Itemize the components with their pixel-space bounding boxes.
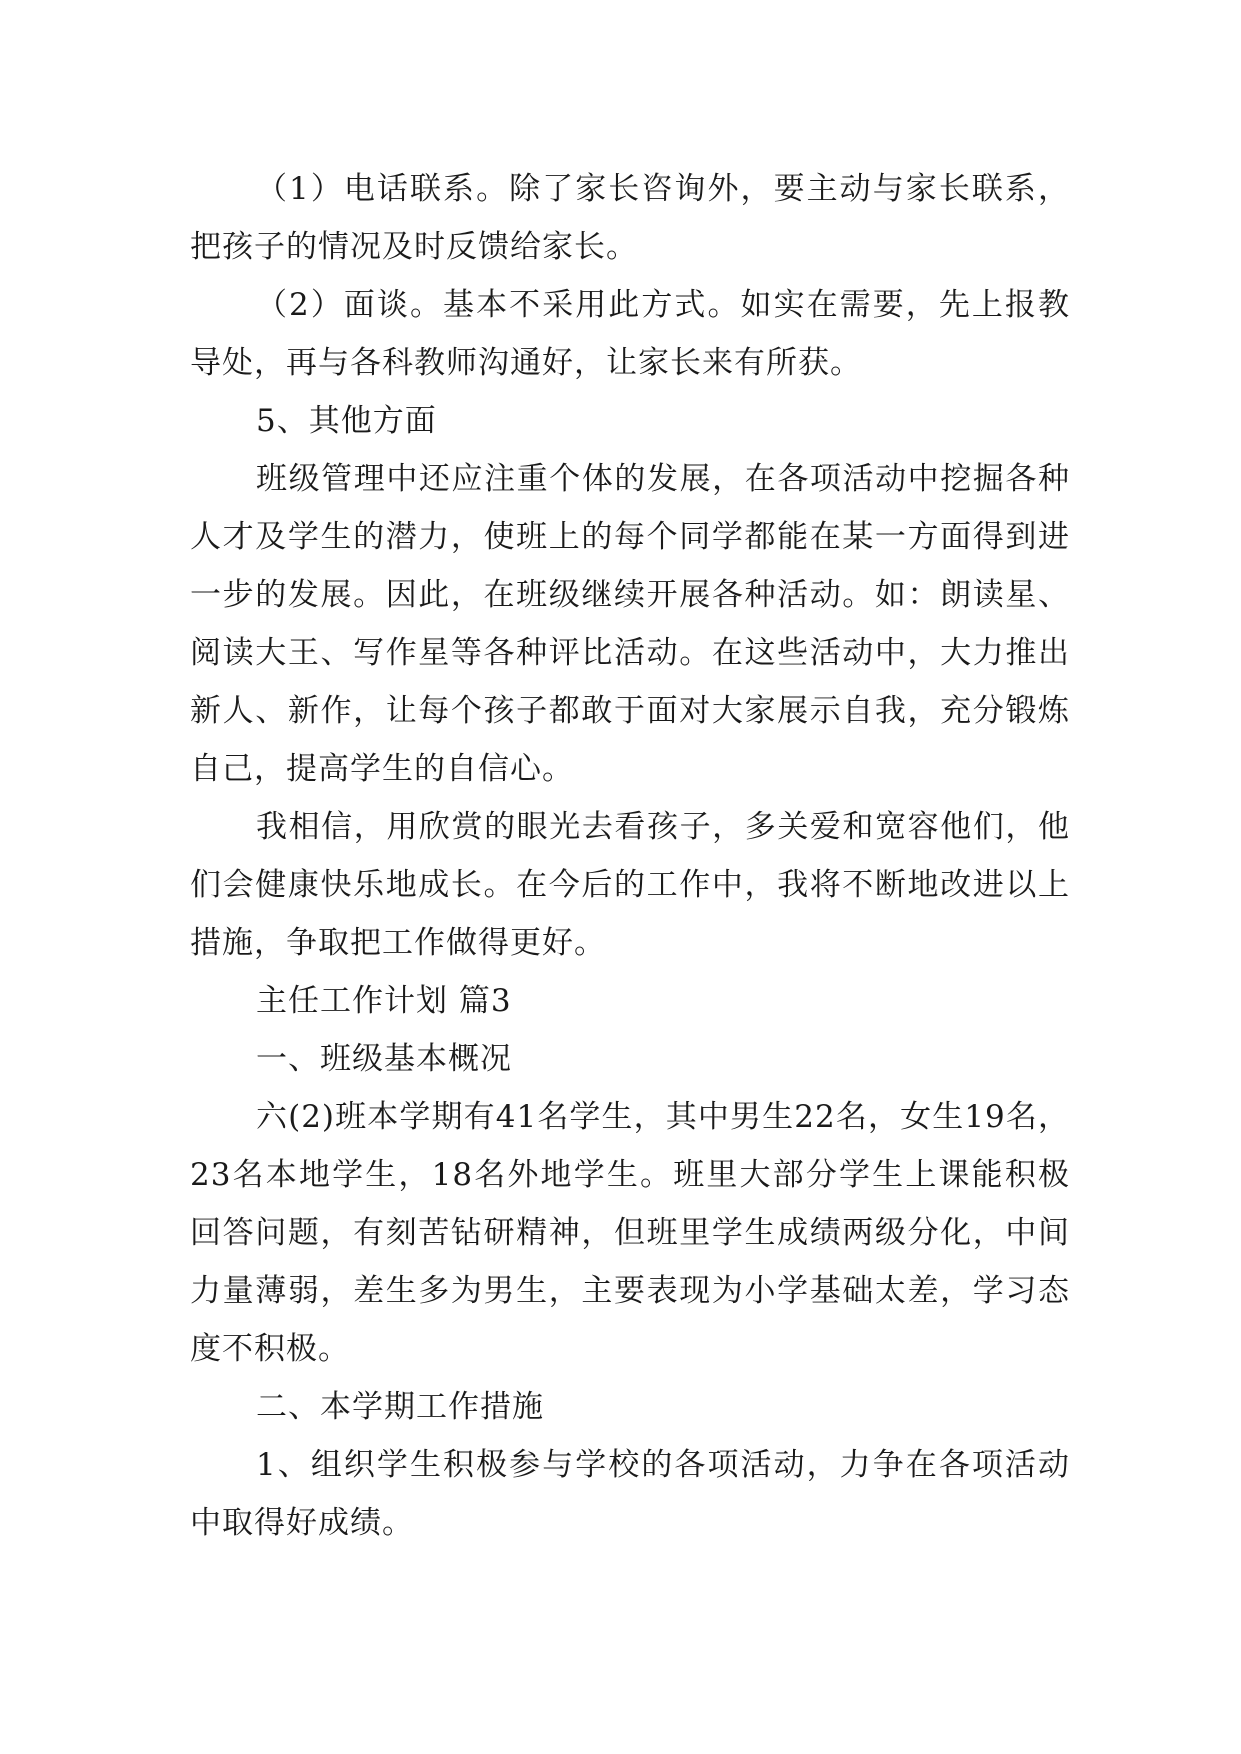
paragraph-measure-1: 1、组织学生积极参与学校的各项活动，力争在各项活动中取得好成绩。 xyxy=(190,1447,1070,1541)
paragraph-interview: （2）面谈。基本不采用此方式。如实在需要，先上报教导处，再与各科教师沟通好，让家长来有所获。 xyxy=(190,287,1070,381)
paragraph-phone-contact: （1）电话联系。除了家长咨询外，要主动与家长联系，把孩子的情况及时反馈给家长。 xyxy=(190,171,1070,265)
paragraph-individual-development: 班级管理中还应注重个体的发展，在各项活动中挖掘各种人才及学生的潜力，使班上的每个同学都能在某一方面得到进一步的发展。因此，在班级继续开展各种活动。如：朗读星、阅读大王、写作星等各种评比活动。在这些活动中，大力推出新人、新作，让每个孩子都敢于面对大家展示自我，充分锻炼自己，提高学生的自信心。 xyxy=(190,461,1070,787)
heading-plan-title: 主任工作计划 篇3 xyxy=(256,983,512,1019)
paragraph-class-overview: 六(2)班本学期有41名学生，其中男生22名，女生19名，23名本地学生，18名外地学生。班里大部分学生上课能积极回答问题，有刻苦钻研精神，但班里学生成绩两级分化，中间力量薄弱，差生多为男生，主要表现为小学基础太差，学习态度不积极。 xyxy=(190,1099,1070,1367)
heading-class-overview: 一、班级基本概况 xyxy=(256,1041,512,1077)
paragraph-belief: 我相信，用欣赏的眼光去看孩子，多关爱和宽容他们，他们会健康快乐地成长。在今后的工作中，我将不断地改进以上措施，争取把工作做得更好。 xyxy=(190,809,1070,961)
heading-work-measures: 二、本学期工作措施 xyxy=(256,1389,544,1425)
document-body xyxy=(190,160,1070,1552)
heading-other-aspects: 5、其他方面 xyxy=(256,403,437,439)
